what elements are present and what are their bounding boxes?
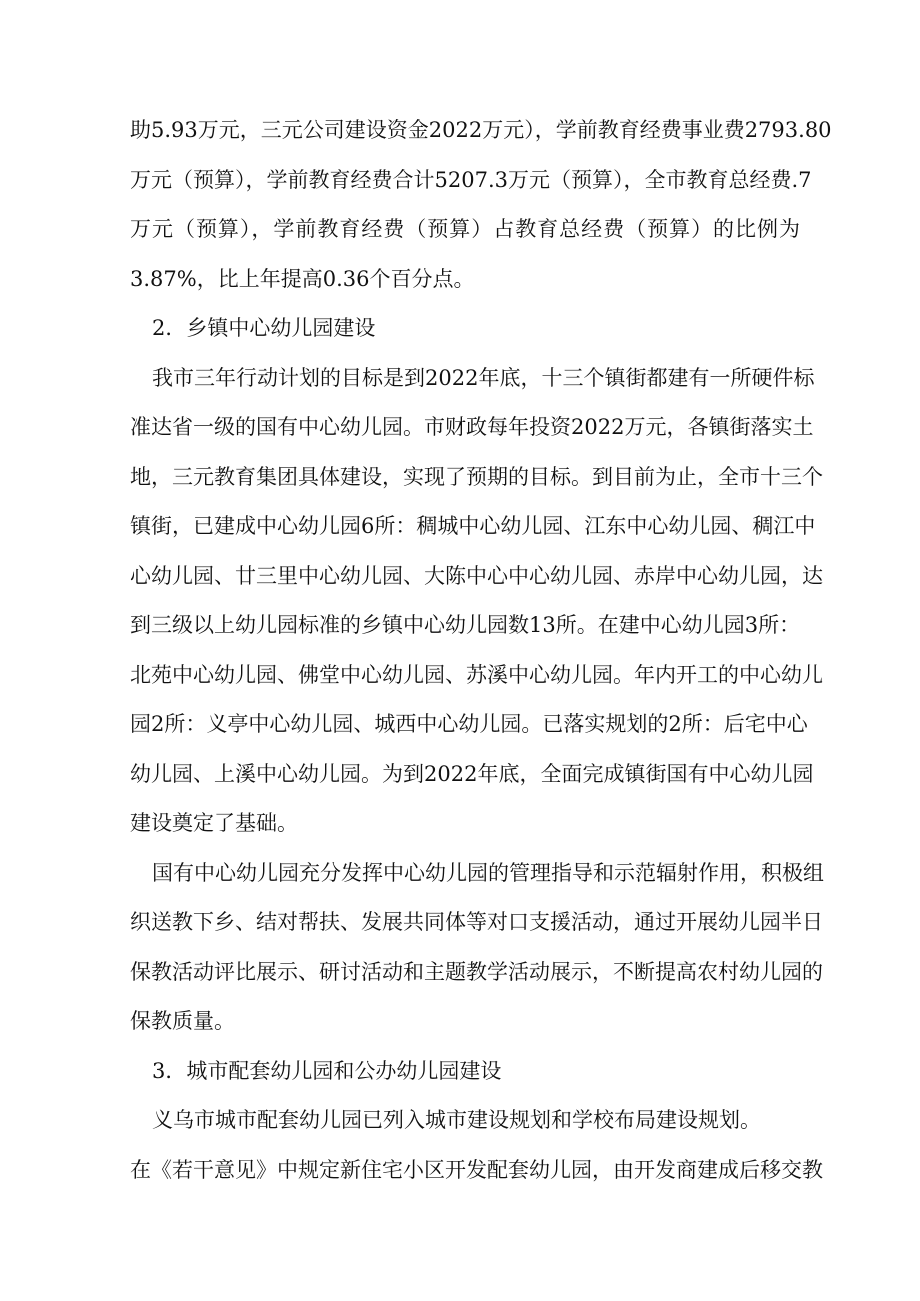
paragraph-line: 建设奠定了基础。 xyxy=(130,811,298,835)
paragraph-line: 保教活动评比展示、研讨活动和主题教学活动展示，不断提高农村幼儿园的 xyxy=(130,960,823,984)
paragraph-line: 义乌市城市配套幼儿园已列入城市建设规划和学校布局建设规划。 xyxy=(152,1108,761,1132)
paragraph-line: 幼儿园、上溪中心幼儿园。为到2022年底，全面完成镇街国有中心幼儿园 xyxy=(130,762,814,786)
paragraph-line: 万元（预算），学前教育经费（预算）占教育总经费（预算）的比例为 xyxy=(130,217,800,241)
paragraph-line: 到三级以上幼儿园标准的乡镇中心幼儿园数13所。在建中心幼儿园3所： xyxy=(130,613,801,637)
paragraph-line: 在《若干意见》中规定新住宅小区开发配套幼儿园，由开发商建成后移交教 xyxy=(130,1158,823,1182)
paragraph-line: 北苑中心幼儿园、佛堂中心幼儿园、苏溪中心幼儿园。年内开工的中心幼儿 xyxy=(130,663,823,687)
paragraph-line: 地，三元教育集团具体建设，实现了预期的目标。到目前为止，全市十三个 xyxy=(130,465,823,489)
paragraph-line: 准达省一级的国有中心幼儿园。市财政每年投资2022万元，各镇街落实土 xyxy=(130,415,814,439)
section-heading: 3．城市配套幼儿园和公办幼儿园建设 xyxy=(152,1059,502,1083)
paragraph-line: 助5.93万元，三元公司建设资金2022万元），学前教育经费事业费2793.80 xyxy=(130,118,832,142)
paragraph-line: 镇街，已建成中心幼儿园6所：稠城中心幼儿园、江东中心幼儿园、稠江中 xyxy=(130,514,816,538)
paragraph-line: 国有中心幼儿园充分发挥中心幼儿园的管理指导和示范辐射作用，积极组 xyxy=(152,861,824,885)
paragraph-line: 我市三年行动计划的目标是到2022年底，十三个镇街都建有一所硬件标 xyxy=(152,366,815,390)
paragraph-line: 3.87%，比上年提高0.36个百分点。 xyxy=(130,267,475,291)
paragraph-line: 心幼儿园、廿三里中心幼儿园、大陈中心中心幼儿园、赤岸中心幼儿园，达 xyxy=(130,564,823,588)
paragraph-line: 万元（预算），学前教育经费合计5207.3万元（预算），全市教育总经费.7 xyxy=(130,168,812,192)
paragraph-line: 园2所：义亭中心幼儿园、城西中心幼儿园。已落实规划的2所：后宅中心 xyxy=(130,712,808,736)
paragraph-line: 保教质量。 xyxy=(130,1009,235,1033)
paragraph-line: 织送教下乡、结对帮扶、发展共同体等对口支援活动，通过开展幼儿园半日 xyxy=(130,910,823,934)
section-heading: 2．乡镇中心幼儿园建设 xyxy=(152,316,376,340)
